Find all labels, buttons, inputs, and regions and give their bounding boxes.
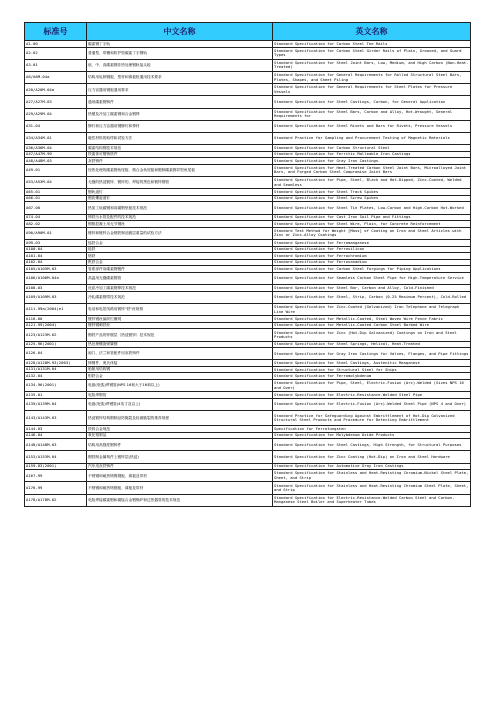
- chinese-name-cell: 结构用轧制钢板、型材和薄板桩通用技术要求: [87, 71, 273, 83]
- english-name-cell: Standard Specification for Carbon Steel Tee Rails: [273, 41, 471, 48]
- table-row: [25, 380, 471, 392]
- table-row: [25, 291, 471, 303]
- chinese-name-cell: 压力容器用钢板通用要求: [87, 84, 273, 96]
- table-row: [25, 164, 471, 176]
- english-name-cell: Standard Specification for Zinc-Coated (Galvanized) Iron Telephone and Telegraph Line Wire: [273, 303, 471, 315]
- chinese-name-cell: 船舶用结构钢: [87, 366, 273, 373]
- table-row: [25, 426, 471, 433]
- english-name-cell: Standard Specification for Steel Springs, Helical, Heat-Treated: [273, 341, 471, 348]
- english-name-cell: Standard Test Method for Weight [Mass] of Coating on Iron and Steel Articles with Zinc or Zinc-Alloy Coatings: [273, 227, 471, 239]
- standard-code-cell: A90/A90M-01: [25, 227, 87, 239]
- chinese-name-cell: 钒铁合金: [87, 259, 273, 266]
- chinese-name-cell: 热浸镀锌结构钢制品防脆裂及检测脆裂的推荐规程: [87, 411, 273, 426]
- chinese-name-cell: 热锻及冷加工碳素钢和合金钢棒: [87, 108, 273, 120]
- english-name-cell: Standard Specification for Carbon Structural Steel: [273, 145, 471, 152]
- standard-code-cell: A131/A131M-04: [25, 366, 87, 373]
- chinese-name-cell: 电熔(电弧)焊钢管(NPS 16和大于16和以上): [87, 380, 273, 392]
- standard-code-cell: A47/A47M-99: [25, 151, 87, 158]
- english-name-cell: Standard Specification for Ferromanganese: [273, 240, 471, 247]
- chinese-name-cell: 钢筋混凝土用无节钢丝: [87, 221, 273, 228]
- english-name-cell: Standard Specification for General Requirements for Steel Plates for Pressure Vessels: [273, 84, 471, 96]
- english-name-cell: Standard Specification for Steel Bar, Carbon and Alloy, Cold-Finished: [273, 285, 471, 292]
- chinese-name-cell: 铸铁污水管及配件的技术规范: [87, 214, 273, 221]
- standard-code-cell: A128/A128M-93(2003): [25, 360, 87, 367]
- english-name-cell: Standard Specification for Steel Rivets and Bars for Rivets, Pressure Vessels: [273, 120, 471, 132]
- english-name-cell: Standard Specification for Steel Castings, High Strength, for Structural Purposes: [273, 439, 471, 451]
- english-name-cell: Standard Specification for Steel Castings, Carbon, for General Application: [273, 96, 471, 108]
- table-row: [25, 392, 471, 399]
- chinese-name-cell: 碳素钢丁字轨: [87, 41, 273, 48]
- chinese-name-cell: 结构用高强度钢铸件: [87, 439, 273, 451]
- table-row: [25, 398, 471, 410]
- english-name-cell: Standard Specification for Steel Joint Bars, Low, Medium, and High Carbon (Non-Heat-Treated): [273, 59, 471, 71]
- table-row: [25, 253, 471, 260]
- english-name-cell: Standard Specification for Steel, Strip, Carbon (0.25 Maximum Percent), Cold-Rolled: [273, 291, 471, 303]
- chinese-name-cell: 电阻焊接碳素钢和碳锰合金钢锅炉和过热器管的技术规范: [87, 494, 273, 506]
- english-name-cell: Standard Specification for Zinc Coating (Hot-Dip) on Iron and Steel Hardware: [273, 451, 471, 463]
- english-name-cell: Standard Specification for Ferritic Malleable Iron Castings: [273, 151, 471, 158]
- header-code: 标准号: [25, 23, 87, 41]
- chinese-name-cell: 铸钢件、奥氏体锰: [87, 360, 273, 367]
- english-name-cell: Standard Specification for Pipe, Steel, Electric-Fusion (Arc)-Welded (Sizes NPS 16 and Over): [273, 380, 471, 392]
- chinese-name-cell: 钢铁产品的锌镀层（热浸镀锌）技术规范: [87, 329, 273, 341]
- chinese-name-cell: 钼铁合金: [87, 373, 273, 380]
- table-row: [25, 451, 471, 463]
- standard-code-cell: A20/A20M-04a: [25, 84, 87, 96]
- standard-code-cell: A123/A123M-02: [25, 329, 87, 341]
- table-row: [25, 373, 471, 380]
- chinese-name-cell: 经热处理的碳素钢鱼尾板、微合金鱼尾板和锻制碳素钢异型鱼尾板: [87, 164, 273, 176]
- english-name-cell: Standard Specification for Electric-Fusion (Arc)-Welded Steel Pipe (NPS 4 and Over): [273, 398, 471, 410]
- chinese-name-cell: 不锈钢和耐热铬镍钢板、薄板及带材: [87, 470, 273, 482]
- table-row: [25, 272, 471, 284]
- table-row: [25, 303, 471, 315]
- table-row: [25, 411, 471, 426]
- standard-code-cell: A6/A6M-04a: [25, 71, 87, 83]
- english-name-cell: Standard Specification for Structural Steel for Ships: [273, 366, 471, 373]
- standard-code-cell: A148/A148M-03: [25, 439, 87, 451]
- standard-code-cell: A100-04: [25, 246, 87, 253]
- chinese-name-cell: 管系部件用碳素钢锻件: [87, 266, 273, 273]
- english-name-cell: Standard Specification for Stainless and Heat-Resisting Chromium-Nickel Steel Plate, Sheet, and Strip: [273, 470, 471, 482]
- chinese-name-cell: 铁钨合金规范: [87, 426, 273, 433]
- table-row: [25, 329, 471, 341]
- standard-code-cell: A101-04: [25, 253, 87, 260]
- standard-code-cell: A82-02: [25, 221, 87, 228]
- table-row: [25, 266, 471, 273]
- chinese-name-cell: 电阻焊钢管: [87, 392, 273, 399]
- chinese-name-cell: 钢质螺旋道钉: [87, 195, 273, 202]
- table-row: [25, 214, 471, 221]
- chinese-name-cell: 钢轨道钉: [87, 189, 273, 196]
- table-row: [25, 132, 471, 144]
- table-row: [25, 316, 471, 323]
- english-name-cell: Standard Specification for Electric-Resistance-Welded Carbon Steel and Carbon-Manganese Steel Boiler and Superheater Tubes: [273, 494, 471, 506]
- standard-code-cell: A66-01: [25, 195, 87, 202]
- table-row: [25, 195, 471, 202]
- standard-code-cell: A126-04: [25, 348, 87, 360]
- english-name-cell: Standard Specification for Steel Bars, Carbon and Alloy, Hot-Wrought, General Requirements for: [273, 108, 471, 120]
- standard-code-cell: A176-99: [25, 482, 87, 494]
- standard-code-cell: A74-04: [25, 214, 87, 221]
- english-name-cell: Standard Specification for Metallic-Coated, Steel Woven Wire Fence Fabric: [273, 316, 471, 323]
- standard-code-cell: A125-96(2001): [25, 341, 87, 348]
- standard-code-cell: A102-04: [25, 259, 87, 266]
- english-name-cell: Standard Specification for Steel Screw Spikes: [273, 195, 471, 202]
- standard-code-cell: A109/A109M-03: [25, 291, 87, 303]
- standard-code-cell: A65-01: [25, 189, 87, 196]
- english-name-cell: Standard Specification for Pipe, Steel, Black and Hot-Dipped, Zinc-Coated, Welded and Seamless: [273, 177, 471, 189]
- standard-code-cell: A167-99: [25, 470, 87, 482]
- chinese-name-cell: 通用碳素钢铸件: [87, 96, 273, 108]
- standard-code-cell: A144-03: [25, 426, 87, 433]
- english-name-cell: Standard Specification for Automotive Gray Iron Castings: [273, 463, 471, 470]
- chinese-name-cell: 碳素结构钢技术规范: [87, 145, 273, 152]
- chinese-name-cell: 磁性材料的取样和试验方法: [87, 132, 273, 144]
- chinese-name-cell: 不锈钢和耐热铬钢板、薄板及带材: [87, 482, 273, 494]
- table-row: [25, 202, 471, 214]
- table-row: [25, 189, 471, 196]
- chinese-name-cell: 铆钉和压力容器用钢铆钉和棒材: [87, 120, 273, 132]
- header-chinese-name: 中文名称: [87, 23, 273, 41]
- chinese-name-cell: 灰铁铸件: [87, 158, 273, 165]
- standard-code-cell: A2-02: [25, 47, 87, 59]
- english-name-cell: Standard Specification for Steel Track Spikes: [273, 189, 471, 196]
- chinese-name-cell: 冷轧碳素钢带技术规范: [87, 291, 273, 303]
- standard-code-cell: A108-03: [25, 285, 87, 292]
- chinese-name-cell: 锰铁合金: [87, 240, 273, 247]
- chinese-name-cell: 普通型、带槽和防护型碳素丁字钢轨: [87, 47, 273, 59]
- standard-code-cell: A135-01: [25, 392, 87, 399]
- table-row: [25, 246, 471, 253]
- english-name-cell: Standard Specification for Steel Castings, Austenitic Manganese: [273, 360, 471, 367]
- chinese-name-cell: 优质冷加工碳素钢棒技术规范: [87, 285, 273, 292]
- table-row: [25, 348, 471, 360]
- standard-code-cell: A29/A29M-04: [25, 108, 87, 120]
- table-row: [25, 145, 471, 152]
- standard-code-cell: A132-04: [25, 373, 87, 380]
- chinese-name-cell: 无缝的热浸镀锌、镀锌的、焊接的黑色和镀锌钢管: [87, 177, 273, 189]
- standard-code-cell: A48/A48M-03: [25, 158, 87, 165]
- standard-code-cell: A99-03: [25, 240, 87, 247]
- standard-code-cell: A3-01: [25, 59, 87, 71]
- table-row: [25, 108, 471, 120]
- header-row: [25, 23, 471, 41]
- standard-code-cell: A121-99(2004): [25, 322, 87, 329]
- chinese-name-cell: 汽车用灰铁铸件: [87, 463, 273, 470]
- table-row: [25, 177, 471, 189]
- table-row: [25, 463, 471, 470]
- table-body: [25, 41, 471, 507]
- standard-code-cell: A106/A106M-04a: [25, 272, 87, 284]
- standards-table: [24, 22, 471, 507]
- chinese-name-cell: 镀锌和镀锌合金钢铁制品镀层重量的试验方法: [87, 227, 273, 239]
- standard-code-cell: A34/A34M-01: [25, 132, 87, 144]
- table-row: [25, 432, 471, 439]
- chinese-name-cell: 电熔(电弧)焊钢管(4英寸及以上): [87, 398, 273, 410]
- standard-code-cell: A1-00: [25, 41, 87, 48]
- english-name-cell: Standard Specification for Gray Iron Castings for Valves, Flanges, and Pipe Fittings: [273, 348, 471, 360]
- english-name-cell: Standard Specification for Zinc (Hot-Dip Galvanized) Coatings on Iron and Steel Products: [273, 329, 471, 341]
- table-row: [25, 158, 471, 165]
- table-row: [25, 96, 471, 108]
- chinese-name-cell: 高温用无缝碳素钢管: [87, 272, 273, 284]
- table-row: [25, 259, 471, 266]
- english-name-cell: Standard Specification for Ferrosilicon: [273, 246, 471, 253]
- english-name-cell: Standard Specification for Seamless Carbon Steel Pipe for High-Temperature Service: [273, 272, 471, 284]
- standard-code-cell: A67-00: [25, 202, 87, 214]
- table-row: [25, 47, 471, 59]
- english-name-cell: Standard Specification for Ferrovanadium: [273, 259, 471, 266]
- table-row: [25, 84, 471, 96]
- header-english-name: 英文名称: [273, 23, 471, 41]
- english-name-cell: Specification for Ferrotungsten: [273, 426, 471, 433]
- table-row: [25, 341, 471, 348]
- standard-code-cell: A139/A139M-04: [25, 398, 87, 410]
- table-row: [25, 221, 471, 228]
- standard-code-cell: A53/A53M-04: [25, 177, 87, 189]
- chinese-name-cell: 硅铁: [87, 246, 273, 253]
- english-name-cell: Standard Specification for Carbon Steel Girder Rails of Plain, Grooved, and Guard Types: [273, 47, 471, 59]
- table-row: [25, 470, 471, 482]
- chinese-name-cell: 阀门、法兰和管配件用灰铁铸件: [87, 348, 273, 360]
- english-name-cell: Standard Specification for Heat-Treated Carbon Steel Joint Bars, Microalloyed Joint Bars, and Forged Carbon Steel Compromise Joint Bars: [273, 164, 471, 176]
- standard-code-cell: A178/A178M-02: [25, 494, 87, 506]
- standard-code-cell: A116-00: [25, 316, 87, 323]
- english-name-cell: Standard Specification for Steel Wire, Plain, for Concrete Reinforcement: [273, 221, 471, 228]
- english-name-cell: Standard Specification for Cast Iron Soil Pipe and Fittings: [273, 214, 471, 221]
- table-row: [25, 120, 471, 132]
- standard-code-cell: A31-04: [25, 120, 87, 132]
- english-name-cell: Standard Practice for Sampling and Procurement Testing of Magnetic Materials: [273, 132, 471, 144]
- chinese-name-cell: 低、中、高碳素钢非热处理钢轨接头板: [87, 59, 273, 71]
- standard-code-cell: A27/A27M-03: [25, 96, 87, 108]
- english-name-cell: Standard Specification for Gray Iron Castings: [273, 158, 471, 165]
- standard-code-cell: A146-04: [25, 432, 87, 439]
- chinese-name-cell: 钢铁制金属构件上镀锌层(热浸): [87, 451, 273, 463]
- english-name-cell: Standard Specification for Ferrochromium: [273, 253, 471, 260]
- table-row: [25, 41, 471, 48]
- standard-code-cell: A134-96(2001): [25, 380, 87, 392]
- chinese-name-cell: 铬铁: [87, 253, 273, 260]
- table-row: [25, 240, 471, 247]
- english-name-cell: Standard Specification for Steel Tie Plates, Low-Carbon and High-Carbon Hot-Worked: [273, 202, 471, 214]
- english-name-cell: Standard Specification for General Requirements for Rolled Structural Steel Bars, Plates, Shapes, and Sheet Piling: [273, 71, 471, 83]
- standard-code-cell: A49-01: [25, 164, 87, 176]
- chinese-name-cell: 热处理螺旋弹簧钢: [87, 341, 273, 348]
- english-name-cell: Standard Specification for Carbon Steel Forgings for Piping Applications: [273, 266, 471, 273]
- chinese-name-cell: 镀锌钢丝编织栏栅网: [87, 316, 273, 323]
- standard-code-cell: A159-83(2001): [25, 463, 87, 470]
- table-row: [25, 151, 471, 158]
- standard-code-cell: A36/A36M-04: [25, 145, 87, 152]
- standard-code-cell: A111-99a(2004)e1: [25, 303, 87, 315]
- english-name-cell: Standard Specification for Ferromolybdenum: [273, 373, 471, 380]
- english-name-cell: Standard Specification for Metallic-Coated Carbon Steel Barbed Wire: [273, 322, 471, 329]
- chinese-name-cell: 热加工低碳钢和高碳钢垫板技术规范: [87, 202, 273, 214]
- standards-sheet: [24, 22, 470, 507]
- table-row: [25, 322, 471, 329]
- standard-code-cell: A143/A143M-03: [25, 411, 87, 426]
- chinese-name-cell: 铁素体可锻铸铁件: [87, 151, 273, 158]
- chinese-name-cell: 电话和电报线路用镀锌"铁"丝规格: [87, 303, 273, 315]
- table-row: [25, 482, 471, 494]
- english-name-cell: Standard Specification for Stainless and Heat-Resisting Chromium Steel Plate, Sheet, and Strip: [273, 482, 471, 494]
- standard-code-cell: A105/A105M-03: [25, 266, 87, 273]
- table-row: [25, 285, 471, 292]
- table-row: [25, 366, 471, 373]
- english-name-cell: Standard Specification for Electric-Resistance-Welded Steel Pipe: [273, 392, 471, 399]
- english-name-cell: Standard Specification for Molybdenum Oxide Products: [273, 432, 471, 439]
- table-row: [25, 71, 471, 83]
- chinese-name-cell: 氧化钼制品: [87, 432, 273, 439]
- table-row: [25, 494, 471, 506]
- standard-code-cell: A153/A153M-04: [25, 451, 87, 463]
- table-row: [25, 59, 471, 71]
- table-row: [25, 439, 471, 451]
- table-row: [25, 360, 471, 367]
- english-name-cell: Standard Practice for Safeguarding Against Embrittlement of Hot-Dip Galvanized Structural Steel Products and Procedure for Detecting Embrittlement: [273, 411, 471, 426]
- chinese-name-cell: 镀锌钢刺铁丝: [87, 322, 273, 329]
- table-row: [25, 227, 471, 239]
